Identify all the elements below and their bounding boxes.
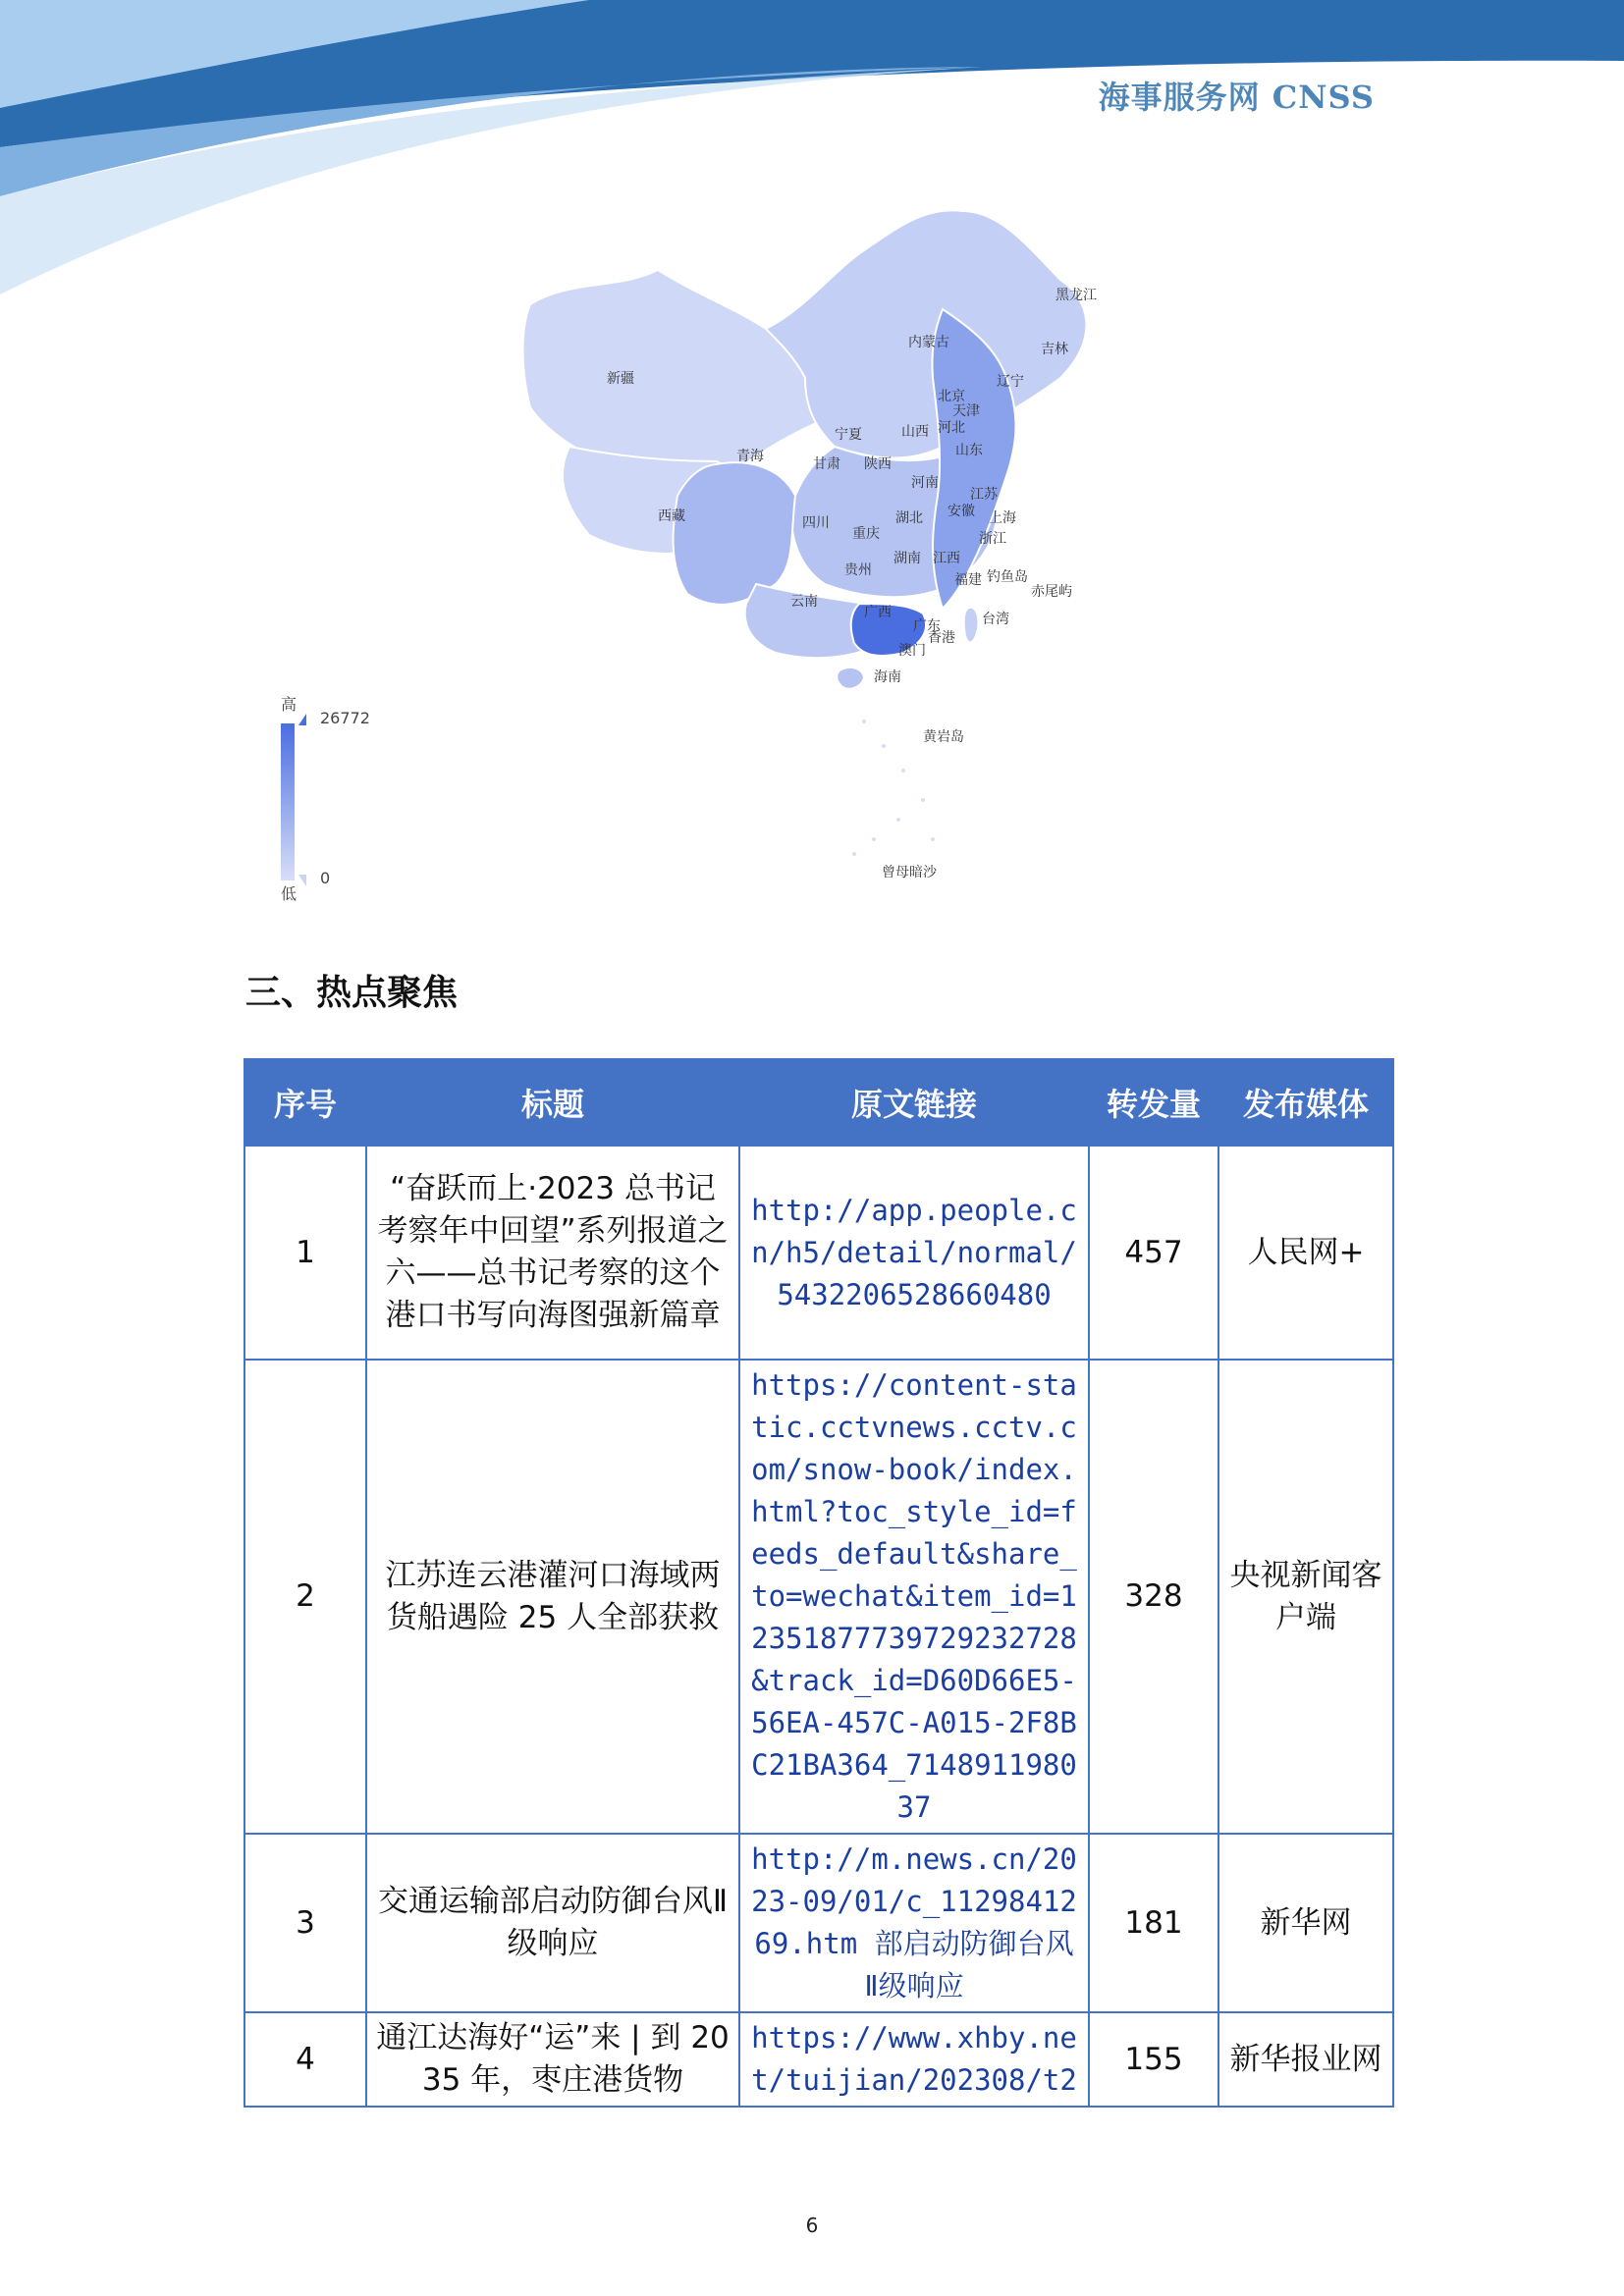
map-label-henan: 河南: [911, 475, 939, 491]
legend-high-label: 高: [281, 695, 298, 714]
map-label-neimenggu: 内蒙古: [908, 335, 949, 350]
legend-low-label: 低: [281, 884, 298, 903]
map-label-fujian: 福建: [954, 572, 982, 588]
map-label-hainan: 海南: [874, 669, 901, 685]
map-label-qinghai: 青海: [736, 449, 764, 464]
map-label-chongqing: 重庆: [852, 526, 880, 542]
map-label-taiwan: 台湾: [982, 612, 1009, 627]
brand-title: 海事服务网 CNSS: [1098, 79, 1375, 116]
map-label-jiangsu: 江苏: [970, 487, 998, 503]
map-label-anhui: 安徽: [947, 504, 975, 519]
map-label-tianjin: 天津: [952, 403, 980, 419]
legend-handle-top-icon[interactable]: [298, 714, 306, 725]
hot-news-table: [244, 1058, 1394, 2108]
legend-min-value: 0: [320, 869, 331, 887]
map-label-shandong: 山东: [955, 443, 983, 458]
page-number: 6: [805, 2214, 819, 2237]
header-no: 序号: [244, 1059, 366, 1146]
row-no: 4: [244, 2012, 366, 2107]
header-reposts: 转发量: [1089, 1059, 1218, 1146]
map-legend: [275, 692, 412, 908]
row-no: 2: [244, 1360, 366, 1834]
row-link[interactable]: https://www.xhby.net/tuijian/202308/t2: [739, 2012, 1089, 2107]
row-reposts: 457: [1089, 1146, 1218, 1360]
map-label-beijing: 北京: [938, 389, 965, 404]
table-row: [244, 1360, 1393, 1834]
row-no: 1: [244, 1146, 366, 1360]
map-label-yunnan: 云南: [790, 594, 818, 610]
map-label-liaoning: 辽宁: [997, 374, 1024, 390]
row-title: 江苏连云港灌河口海域两货船遇险 25 人全部获救: [366, 1360, 739, 1834]
map-label-heilongjiang: 黑龙江: [1056, 288, 1097, 303]
map-label-shanghai: 上海: [989, 510, 1016, 526]
map-region-southwest: [674, 462, 795, 605]
china-heat-map: [511, 211, 1159, 903]
row-no: 3: [244, 1834, 366, 2012]
table-header-row: [244, 1059, 1393, 1146]
map-label-xinjiang: 新疆: [607, 371, 634, 387]
map-label-guizhou: 贵州: [844, 562, 872, 578]
map-label-hubei: 湖北: [895, 510, 923, 526]
row-reposts: 181: [1089, 1834, 1218, 2012]
row-link[interactable]: http://m.news.cn/2023-09/01/c_1129841269.htm 部启动防御台风Ⅱ级响应: [739, 1834, 1089, 2012]
map-label-sichuan: 四川: [802, 515, 830, 531]
legend-gradient-bar: [281, 723, 295, 881]
row-reposts: 155: [1089, 2012, 1218, 2107]
map-label-guangdong: 广东: [913, 618, 941, 634]
row-reposts: 328: [1089, 1360, 1218, 1834]
table-row: [244, 1146, 1393, 1360]
table-row: [244, 2012, 1393, 2107]
map-label-hebei: 河北: [938, 420, 965, 436]
map-label-hunan: 湖南: [893, 551, 921, 566]
header-media: 发布媒体: [1218, 1059, 1393, 1146]
map-label-zengmuansha: 曾母暗沙: [882, 865, 937, 881]
header-title: 标题: [366, 1059, 739, 1146]
row-title: 交通运输部启动防御台风Ⅱ级响应: [366, 1834, 739, 2012]
table-row: [244, 1834, 1393, 2012]
row-media: 人民网+: [1218, 1146, 1393, 1360]
row-media: 央视新闻客户端: [1218, 1360, 1393, 1834]
map-label-aomen: 澳门: [898, 643, 926, 659]
map-label-jilin: 吉林: [1041, 342, 1068, 357]
row-media: 新华网: [1218, 1834, 1393, 2012]
legend-handle-bottom-icon[interactable]: [298, 875, 306, 886]
row-title: “奋跃而上·2023 总书记考察年中回望”系列报道之六——总书记考察的这个港口书写向海图强新篇章: [366, 1146, 739, 1360]
map-label-jiangxi: 江西: [933, 551, 960, 566]
header-link: 原文链接: [739, 1059, 1089, 1146]
map-region-hainan: [837, 667, 864, 689]
row-link[interactable]: http://app.people.cn/h5/detail/normal/5432206528660480: [739, 1146, 1089, 1360]
map-label-zhejiang: 浙江: [979, 531, 1006, 547]
row-media: 新华报业网: [1218, 2012, 1393, 2107]
map-label-shanxi: 山西: [901, 424, 929, 440]
row-link[interactable]: https://content-static.cctvnews.cctv.com/snow-book/index.html?toc_style_id=feeds_default&share_to=wechat&item_id=12351877739729232728&track_id=D60D66E5-56EA-457C-A015-2F8BC21BA364_714891198037: [739, 1360, 1089, 1834]
map-label-shaanxi: 陕西: [864, 456, 892, 472]
map-label-guangxi: 广西: [864, 605, 892, 620]
map-label-xianggang: 香港: [928, 630, 955, 646]
legend-max-value: 26772: [320, 709, 370, 727]
section-title: 三、热点聚焦: [245, 973, 459, 1013]
map-label-xizang: 西藏: [658, 508, 685, 524]
map-region-taiwan: [964, 608, 979, 643]
row-title: 通江达海好“运”来 | 到 2035 年，枣庄港货物: [366, 2012, 739, 2107]
map-label-diaoyudao: 钓鱼岛: [987, 569, 1028, 585]
map-label-ningxia: 宁夏: [835, 427, 862, 443]
map-label-huangyandao: 黄岩岛: [923, 729, 964, 745]
map-label-gansu: 甘肃: [813, 456, 840, 472]
map-label-chiweiyu: 赤尾屿: [1031, 584, 1072, 600]
